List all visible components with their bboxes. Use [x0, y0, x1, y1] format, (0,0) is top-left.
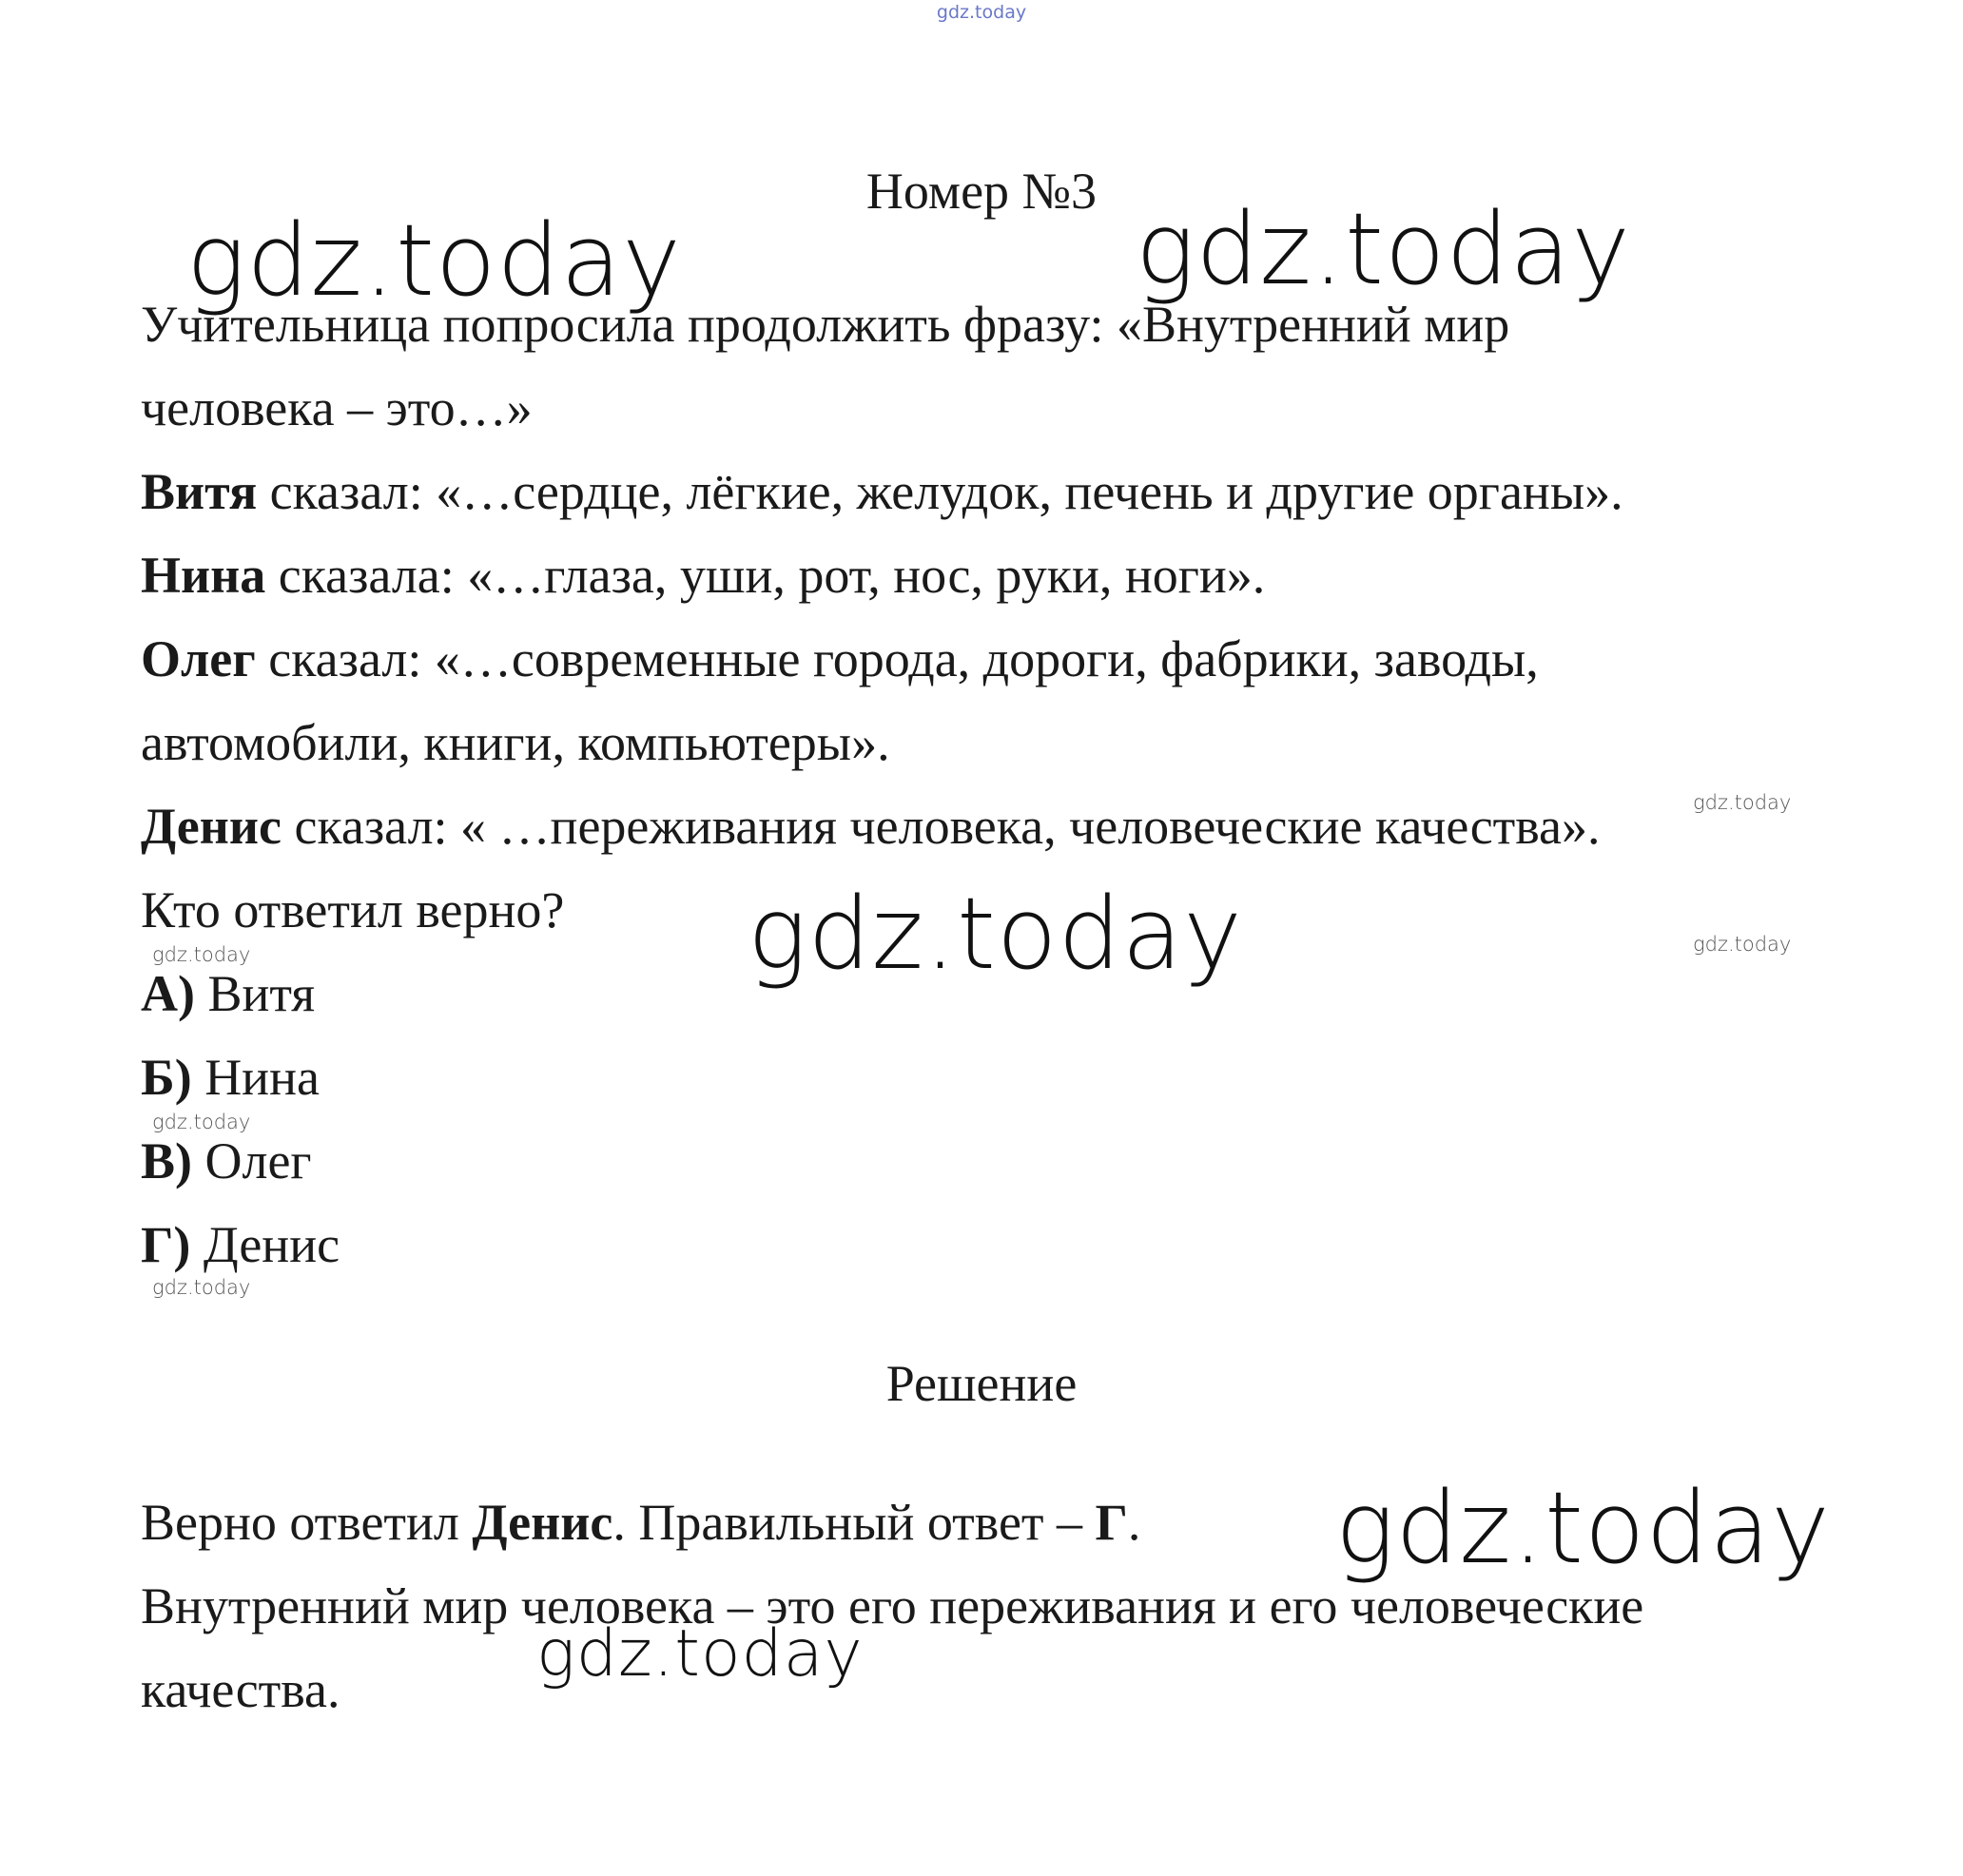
answer-text: сказал: «…сердце, лёгкие, желудок, печень и другие органы». — [257, 463, 1623, 520]
answer-name: Олег — [141, 630, 256, 687]
solution-letter: Г — [1095, 1494, 1128, 1551]
page-title: Номер №3 — [865, 163, 1098, 220]
solution-line-3: качества. — [141, 1661, 340, 1718]
watermark: gdz.today — [152, 943, 251, 966]
option-letter: В) — [141, 1132, 192, 1189]
option-label: Нина — [191, 1049, 320, 1106]
option-label: Олег — [192, 1132, 312, 1189]
solution-line-1 — [141, 1495, 1140, 1551]
answer-denis — [141, 799, 1601, 855]
option-letter: Г) — [141, 1216, 191, 1273]
option-letter: А) — [141, 965, 195, 1022]
answer-text: сказал: «…современные города, дороги, фабрики, заводы, — [255, 630, 1539, 687]
watermark: gdz.today — [1693, 933, 1792, 956]
answer-name: Витя — [141, 463, 258, 520]
task-intro-line-1: Учительница попросила продолжить фразу: «Внутренний мир — [141, 296, 1510, 353]
answer-text: сказал: « …переживания человека, человеческие качества». — [281, 798, 1601, 855]
question: Кто ответил верно? — [141, 881, 565, 938]
answer-text: сказала: «…глаза, уши, рот, нос, руки, ноги». — [265, 547, 1266, 604]
task-intro-line-2: человека – это…» — [141, 379, 533, 436]
option-label: Денис — [190, 1216, 340, 1273]
solution-name: Денис — [472, 1494, 613, 1551]
watermark: gdz.today — [152, 1276, 251, 1299]
solution-text: . Правильный ответ – — [612, 1494, 1096, 1551]
solution-heading: Решение — [885, 1355, 1078, 1412]
watermark: gdz.today — [536, 1616, 864, 1692]
option-a — [141, 966, 315, 1022]
answer-vitya — [141, 464, 1623, 520]
option-label: Витя — [194, 965, 316, 1022]
answer-oleg-continued: автомобили, книги, компьютеры». — [141, 714, 890, 771]
watermark: gdz.today — [1136, 191, 1631, 307]
answer-oleg — [141, 631, 1539, 687]
header-watermark: gdz.today — [936, 2, 1027, 23]
watermark: gdz.today — [152, 1111, 251, 1133]
answer-name: Нина — [141, 547, 266, 604]
solution-text: . — [1127, 1494, 1141, 1551]
option-letter: Б) — [141, 1049, 192, 1106]
answer-nina — [141, 548, 1265, 604]
solution-text: Верно ответил — [141, 1494, 473, 1551]
option-c — [141, 1133, 312, 1189]
watermark: gdz.today — [1693, 791, 1792, 814]
answer-name: Денис — [141, 798, 282, 855]
watermark: gdz.today — [748, 876, 1243, 992]
option-b — [141, 1050, 320, 1106]
watermark: gdz.today — [1335, 1470, 1831, 1586]
option-d — [141, 1217, 340, 1273]
watermark: gdz.today — [186, 203, 682, 319]
solution-line-2: Внутренний мир человека – это его переживания и его человеческие — [141, 1577, 1644, 1634]
